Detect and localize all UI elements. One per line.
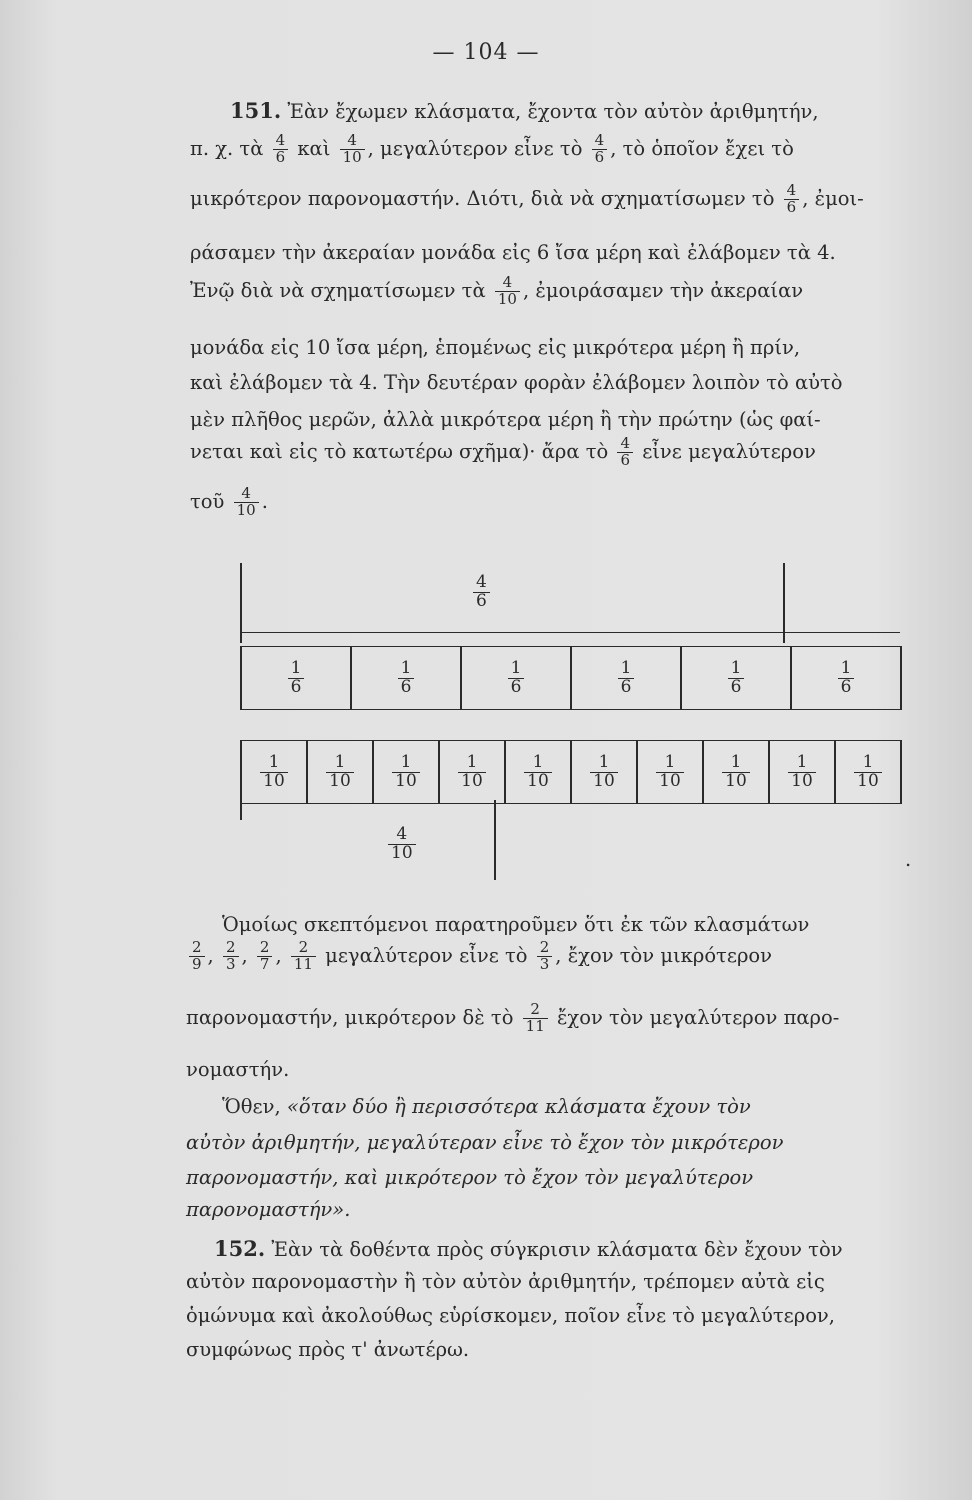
s151-line-1: 151. Ἐὰν ἔχωμεν κλάσματα, ἔχοντα τὸν αὐτὸν ἀριθμητήν, (230, 98, 819, 123)
diagram-left-tick (240, 563, 242, 643)
fraction-4-6: $\frac{4}{6}$ (784, 183, 800, 216)
tenth-cell (504, 741, 570, 803)
fraction-2-9: $\frac{2}{9}$ (189, 940, 205, 973)
s152-line-1: 152. Ἐὰν τὰ δοθέντα πρὸς σύγκρισιν κλάσματα δὲν ἔχουν τὸν (214, 1236, 843, 1261)
sixth-fraction: $\frac{1}{6}$ (508, 660, 525, 697)
sixth-cell (350, 647, 460, 709)
tenth-fraction: $\frac{1}{10}$ (590, 754, 618, 791)
sixth-fraction: $\frac{1}{6}$ (728, 660, 745, 697)
tenth-cell (240, 741, 306, 803)
diagram-bottom-label: $\frac{4}{10}$ (385, 826, 419, 863)
p2-line-4: νομαστήν. (186, 1058, 290, 1081)
p2-line-2: $\frac{2}{9}$ , $\frac{2}{3}$ , $\frac{2}{7}$ , $\frac{2}{11}$ μεγαλύτερον εἶνε τὸ $\frac{2}{3}$ , ἔχον τὸν μικρότερον (186, 940, 772, 973)
diagram-top-label: $\frac{4}{6}$ (470, 574, 493, 611)
p2-line-1: Ὁμοίως σκεπτόμενοι παρατηροῦμεν ὅτι ἐκ τῶν κλασμάτων (222, 913, 810, 936)
tenth-cell (306, 741, 372, 803)
sixths-bar (240, 646, 902, 710)
diagram-dot: . (905, 848, 912, 871)
tenth-fraction: $\frac{1}{10}$ (458, 754, 486, 791)
tenth-cell (570, 741, 636, 803)
sixth-cell (240, 647, 350, 709)
diagram-four-sixths-tick (783, 563, 785, 643)
sixth-cell (460, 647, 570, 709)
tenth-fraction: $\frac{1}{10}$ (656, 754, 684, 791)
s151-line-10: τοῦ $\frac{4}{10}$ . (190, 484, 268, 519)
rule-line-3: παρονομαστήν, καὶ μικρότερον τὸ ἔχον τὸν μεγαλύτερον (186, 1166, 754, 1189)
tenth-cell (768, 741, 834, 803)
rule-line-4: παρονομαστήν». (186, 1198, 351, 1221)
sixth-fraction: $\frac{1}{6}$ (838, 660, 855, 697)
fraction-4-10: $\frac{4}{10}$ (495, 275, 520, 308)
tenth-fraction: $\frac{1}{10}$ (260, 754, 288, 791)
tenth-cell (636, 741, 702, 803)
fraction-4-6: $\frac{4}{6}$ (273, 133, 289, 166)
sixth-fraction: $\frac{1}{6}$ (398, 660, 415, 697)
s151-line-5: Ἐνῷ διὰ νὰ σχηματίσωμεν τὰ $\frac{4}{10}$ , ἐμοιράσαμεν τὴν ἀκεραίαν (190, 273, 804, 308)
fraction-4-6: $\frac{4}{6}$ (617, 436, 633, 469)
fraction-2-11: $\frac{2}{11}$ (523, 1002, 548, 1035)
s152-line-3: ὁμώνυμα καὶ ἀκολούθως εὑρίσκομεν, ποῖον εἶνε τὸ μεγαλύτερον, (186, 1304, 835, 1327)
fraction-2-3: $\frac{2}{3}$ (223, 940, 239, 973)
tenth-cell (834, 741, 902, 803)
tenth-fraction: $\frac{1}{10}$ (392, 754, 420, 791)
tenth-fraction: $\frac{1}{10}$ (722, 754, 750, 791)
tenth-cell (702, 741, 768, 803)
sixth-fraction: $\frac{1}{6}$ (288, 660, 305, 697)
fraction-2-3: $\frac{2}{3}$ (537, 940, 553, 973)
s151-line-4: ράσαμεν τὴν ἀκεραίαν μονάδα εἰς 6 ἴσα μέρη καὶ ἐλάβομεν τὰ 4. (190, 241, 836, 264)
sixth-fraction: $\frac{1}{6}$ (618, 660, 635, 697)
tenth-cell (438, 741, 504, 803)
s151-line-3: μικρότερον παρονομαστήν. Διότι, διὰ νὰ σχηματίσωμεν τὸ $\frac{4}{6}$ , ἐμοι- (190, 181, 864, 216)
s152-line-2: αὐτὸν παρονομαστὴν ἢ τὸν αὐτὸν ἀριθμητήν, τρέπομεν αὐτὰ εἰς (186, 1270, 825, 1293)
rule-line-2: αὐτὸν ἀριθμητήν, μεγαλύτεραν εἶνε τὸ ἔχον τὸν μικρότερον (186, 1131, 784, 1154)
s151-line-7: καὶ ἐλάβομεν τὰ 4. Τὴν δευτέραν φορὰν ἐλάβομεν λοιπὸν τὸ αὐτὸ (190, 371, 843, 394)
s152-line-4: συμφώνως πρὸς τ' ἀνωτέρω. (186, 1338, 470, 1361)
s151-line-9: νεται καὶ εἰς τὸ κατωτέρω σχῆμα)· ἄρα τὸ $\frac{4}{6}$ εἶνε μεγαλύτερον (190, 434, 816, 469)
sixths-top-rule (240, 632, 900, 633)
fraction-4-10: $\frac{4}{10}$ (234, 486, 259, 519)
tenth-fraction: $\frac{1}{10}$ (788, 754, 816, 791)
sixth-cell (570, 647, 680, 709)
p2-line-3: παρονομαστήν, μικρότερον δὲ τὸ $\frac{2}{11}$ ἔχον τὸν μεγαλύτερον παρο- (186, 1000, 840, 1035)
page-number: — 104 — (432, 40, 540, 65)
fraction-2-11: $\frac{2}{11}$ (291, 940, 316, 973)
tenth-fraction: $\frac{1}{10}$ (524, 754, 552, 791)
rule-line-1: Ὅθεν, «ὅταν δύο ἢ περισσότερα κλάσματα ἔχουν τὸν (222, 1095, 751, 1118)
diagram-left-tick-bottom (240, 740, 242, 820)
s151-line-6: μονάδα εἰς 10 ἴσα μέρη, ἑπομένως εἰς μικρότερα μέρη ἢ πρίν, (190, 336, 801, 359)
section-number-152: 152. (214, 1236, 266, 1261)
s151-line-8: μὲν πλῆθος μερῶν, ἀλλὰ μικρότερα μέρη ἢ τὴν πρώτην (ὡς φαί- (190, 408, 821, 431)
tenth-fraction: $\frac{1}{10}$ (854, 754, 882, 791)
fraction-4-10: $\frac{4}{10}$ (340, 133, 365, 166)
diagram-four-tenths-tick (494, 800, 496, 880)
tenths-bar (240, 740, 902, 804)
fraction-2-7: $\frac{2}{7}$ (257, 940, 273, 973)
sixth-cell (680, 647, 790, 709)
tenth-fraction: $\frac{1}{10}$ (326, 754, 354, 791)
fraction-4-6: $\frac{4}{6}$ (592, 133, 608, 166)
tenth-cell (372, 741, 438, 803)
sixth-cell (790, 647, 902, 709)
section-number-151: 151. (230, 98, 282, 123)
s151-line-2: π. χ. τὰ $\frac{4}{6}$ καὶ $\frac{4}{10}$ , μεγαλύτερον εἶνε τὸ $\frac{4}{6}$ , τὸ ὁποῖον ἔχει τὸ (190, 131, 794, 166)
